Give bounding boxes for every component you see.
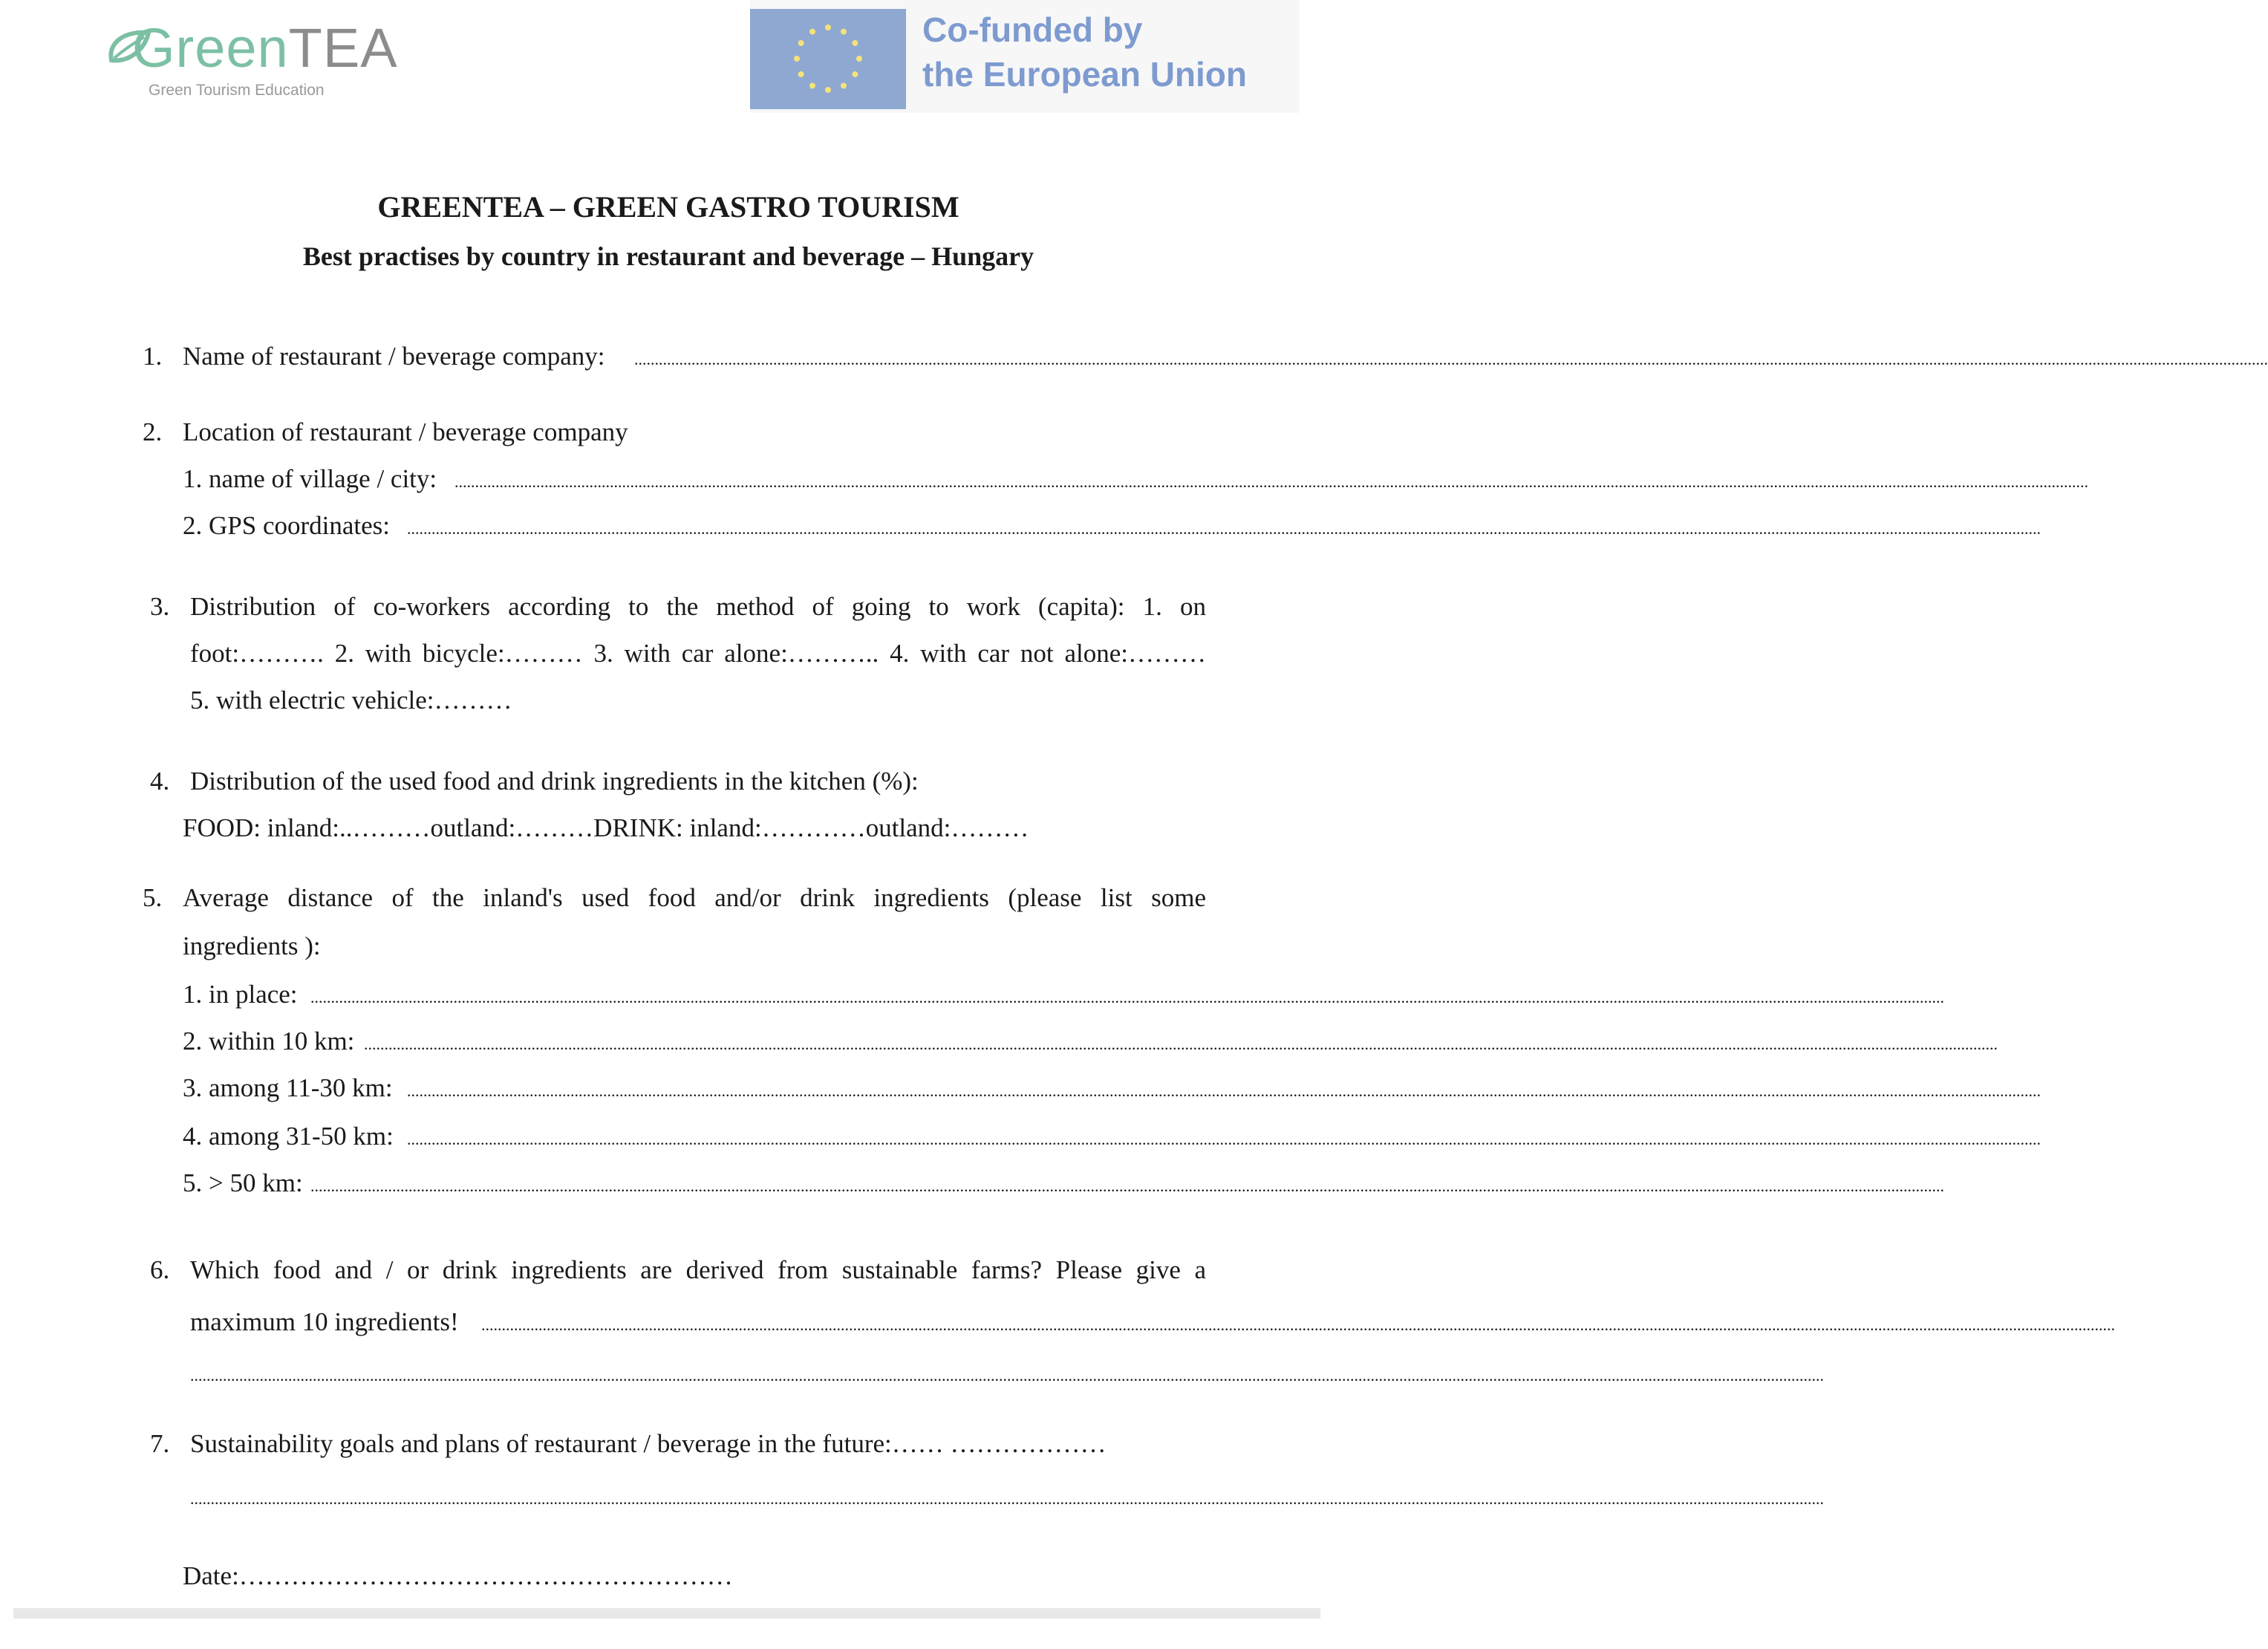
eu-cofunded-text: [922, 7, 1309, 97]
q5-31-50km-answer-line[interactable]: ................................................................................................................................................................................................................................................................................................................................................................................................................: [407, 1130, 2041, 1148]
q2-label: Location of restaurant / beverage company: [183, 417, 628, 446]
eu-text-line1: Co-funded by: [922, 10, 1143, 49]
q2-village-label: 1. name of village / city:: [183, 464, 437, 493]
document-title: GREENTEA – GREEN GASTRO TOURISM: [377, 190, 959, 224]
page-bottom-border: [13, 1608, 1320, 1619]
q5-10km-label: 2. within 10 km:: [183, 1027, 355, 1056]
q5-line2: ingredients ):: [183, 931, 321, 960]
eu-star: [798, 40, 804, 46]
q6-line2: maximum 10 ingredients!: [190, 1307, 459, 1336]
eu-star: [809, 82, 815, 88]
date-field[interactable]: Date:…………………………………………………: [183, 1561, 733, 1590]
logo-wordmark: GreenTEA: [132, 17, 398, 79]
q5-10km-answer-line[interactable]: ................................................................................................................................................................................................................................................................................................................................................................................................................: [364, 1035, 1998, 1053]
q2-village-answer-line[interactable]: ................................................................................................................................................................................................................................................................................................................................................................................................................: [454, 472, 2088, 491]
q1-answer-line[interactable]: ................................................................................................................................................................................................................................................................................................................................................................................................................: [634, 350, 2268, 368]
eu-star: [841, 82, 847, 88]
eu-star: [852, 71, 858, 77]
eu-flag-icon: [750, 9, 906, 109]
q7-number: 7.: [150, 1429, 170, 1458]
q7-line1: Sustainability goals and plans of restaurant / beverage in the future:…… ………………: [190, 1429, 1107, 1458]
q5-over50km-label: 5. > 50 km:: [183, 1168, 303, 1197]
q5-line1: Average distance of the inland's used food and/or drink ingredients (please list some: [183, 883, 1206, 912]
q3-number: 3.: [150, 592, 170, 621]
eu-star: [825, 87, 831, 93]
q3-line2: foot:………. 2. with bicycle:……… 3. with car alone:……….. 4. with car not alone:………: [190, 639, 1206, 668]
eu-star: [856, 56, 862, 62]
q2-gps-answer-line[interactable]: ................................................................................................................................................................................................................................................................................................................................................................................................................: [407, 519, 2041, 538]
q4-line2: FOOD: inland:..………outland:………DRINK: inland:…………outland:………: [183, 813, 1029, 842]
q1-number: 1.: [143, 342, 163, 371]
eu-star: [798, 71, 804, 77]
greentea-logo: [110, 17, 407, 103]
eu-star: [825, 25, 831, 30]
eu-text-line2: the European Union: [922, 55, 1247, 94]
document-subtitle: Best practises by country in restaurant and beverage – Hungary: [302, 241, 1034, 271]
q6-answer-line-2[interactable]: ................................................................................................................................................................................................................................................................................................................................................................................................................: [190, 1366, 1824, 1385]
q5-number: 5.: [143, 883, 163, 912]
q3-line1: Distribution of co-workers according to the method of going to work (capita): 1. on: [190, 592, 1206, 621]
q5-31-50km-label: 4. among 31-50 km:: [183, 1122, 394, 1151]
q1-label: Name of restaurant / beverage company:: [183, 342, 605, 371]
q7-answer-line[interactable]: ................................................................................................................................................................................................................................................................................................................................................................................................................: [190, 1489, 1824, 1508]
eu-star: [852, 40, 858, 46]
q2-gps-label: 2. GPS coordinates:: [183, 511, 391, 540]
q4-line1: Distribution of the used food and drink ingredients in the kitchen (%):: [190, 767, 919, 796]
q6-line1: Which food and / or drink ingredients are derived from sustainable farms? Please give a: [190, 1255, 1206, 1284]
q5-inplace-label: 1. in place:: [183, 980, 298, 1009]
q6-number: 6.: [150, 1255, 170, 1284]
q5-over50km-answer-line[interactable]: ................................................................................................................................................................................................................................................................................................................................................................................................................: [310, 1177, 1944, 1195]
logo-tagline: Green Tourism Education: [149, 82, 325, 99]
eu-star: [809, 29, 815, 35]
q2-number: 2.: [143, 417, 163, 446]
q4-number: 4.: [150, 767, 170, 796]
q5-11-30km-label: 3. among 11-30 km:: [183, 1073, 393, 1102]
q3-line3: 5. with electric vehicle:………: [190, 686, 512, 715]
eu-star: [841, 29, 847, 35]
q5-inplace-answer-line[interactable]: ................................................................................................................................................................................................................................................................................................................................................................................................................: [310, 988, 1944, 1006]
q6-answer-line-1[interactable]: ................................................................................................................................................................................................................................................................................................................................................................................................................: [481, 1315, 2115, 1334]
q5-11-30km-answer-line[interactable]: ................................................................................................................................................................................................................................................................................................................................................................................................................: [407, 1082, 2041, 1100]
eu-star: [794, 56, 800, 62]
